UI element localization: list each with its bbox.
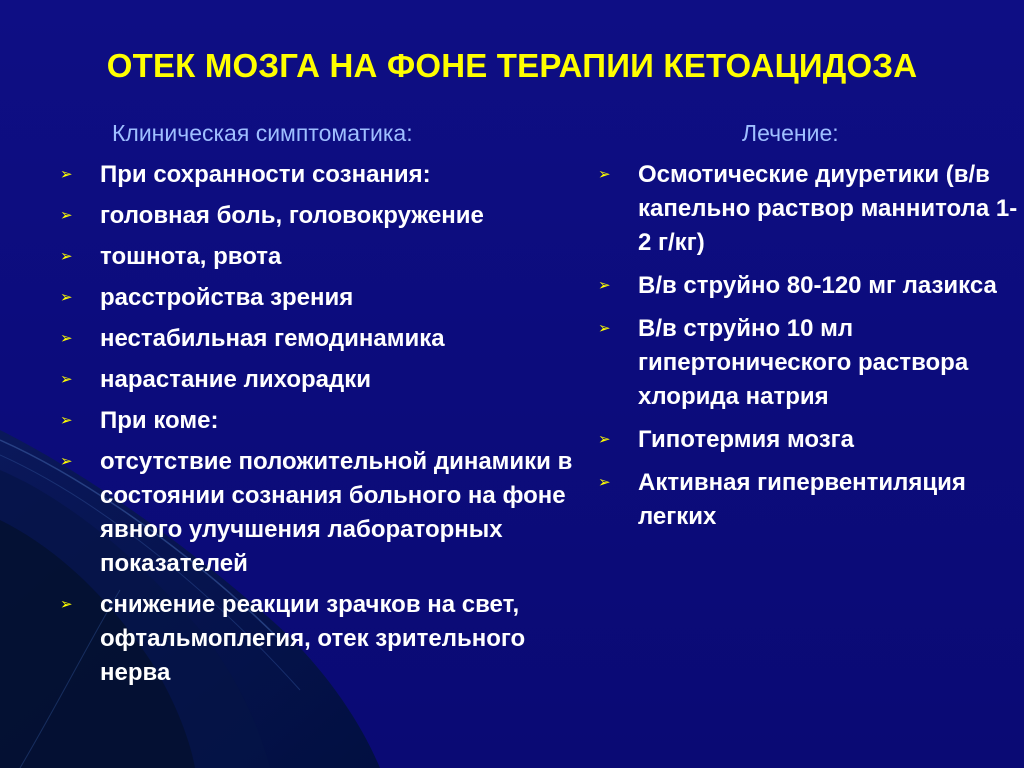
arrow-bullet-icon: ➢ (60, 412, 73, 429)
list-item-text: головная боль, головокружение (100, 202, 484, 229)
list-item-text: При сохранности сознания: (100, 161, 431, 188)
list-item (598, 158, 1018, 260)
list-item (60, 240, 580, 274)
list-item-text: расстройства зрения (100, 284, 354, 311)
arrow-bullet-icon: ➢ (60, 207, 73, 224)
treatment-list (598, 158, 1018, 543)
list-item-text: нестабильная гемодинамика (100, 325, 445, 352)
list-item-text: Осмотические диуретики (в/в капельно раствор маннитола 1-2 г/кг) (638, 161, 1018, 256)
list-item (60, 322, 580, 356)
list-item (598, 312, 1018, 414)
list-item-text: Активная гипервентиляция легких (638, 469, 966, 530)
arrow-bullet-icon: ➢ (598, 277, 611, 294)
list-item (60, 588, 580, 690)
arrow-bullet-icon: ➢ (598, 320, 611, 337)
arrow-bullet-icon: ➢ (60, 371, 73, 388)
list-item (60, 363, 580, 397)
treatment-heading: Лечение: (742, 120, 839, 146)
list-item (598, 466, 1018, 534)
list-item (598, 269, 1018, 303)
arrow-bullet-icon: ➢ (598, 166, 611, 183)
arrow-bullet-icon: ➢ (60, 453, 73, 470)
list-item-text: В/в струйно 10 мл гипертонического раствора хлорида натрия (638, 315, 969, 410)
list-item-text: отсутствие положительной динамики в состоянии сознания больного на фоне явного улучшения лабораторных показателей (100, 448, 573, 577)
list-item-text: При коме: (100, 407, 219, 434)
slide-title: ОТЕК МОЗГА НА ФОНЕ ТЕРАПИИ КЕТОАЦИДОЗА (106, 47, 918, 84)
list-item (60, 445, 580, 581)
arrow-bullet-icon: ➢ (60, 248, 73, 265)
list-item (60, 158, 580, 192)
symptoms-heading: Клиническая симптоматика: (112, 120, 413, 146)
list-item (60, 281, 580, 315)
list-item-text: нарастание лихорадки (100, 366, 371, 393)
arrow-bullet-icon: ➢ (60, 596, 73, 613)
list-item-text: снижение реакции зрачков на свет, офтальмоплегия, отек зрительного нерва (100, 591, 526, 686)
arrow-bullet-icon: ➢ (60, 289, 73, 306)
symptoms-list (60, 158, 580, 697)
list-item-text: тошнота, рвота (100, 243, 282, 270)
arrow-bullet-icon: ➢ (598, 431, 611, 448)
list-item-text: В/в струйно 80-120 мг лазикса (638, 272, 997, 299)
arrow-bullet-icon: ➢ (598, 474, 611, 491)
arrow-bullet-icon: ➢ (60, 330, 73, 347)
list-item-text: Гипотермия мозга (638, 426, 854, 453)
list-item (60, 404, 580, 438)
arrow-bullet-icon: ➢ (60, 166, 73, 183)
list-item (60, 199, 580, 233)
list-item (598, 423, 1018, 457)
